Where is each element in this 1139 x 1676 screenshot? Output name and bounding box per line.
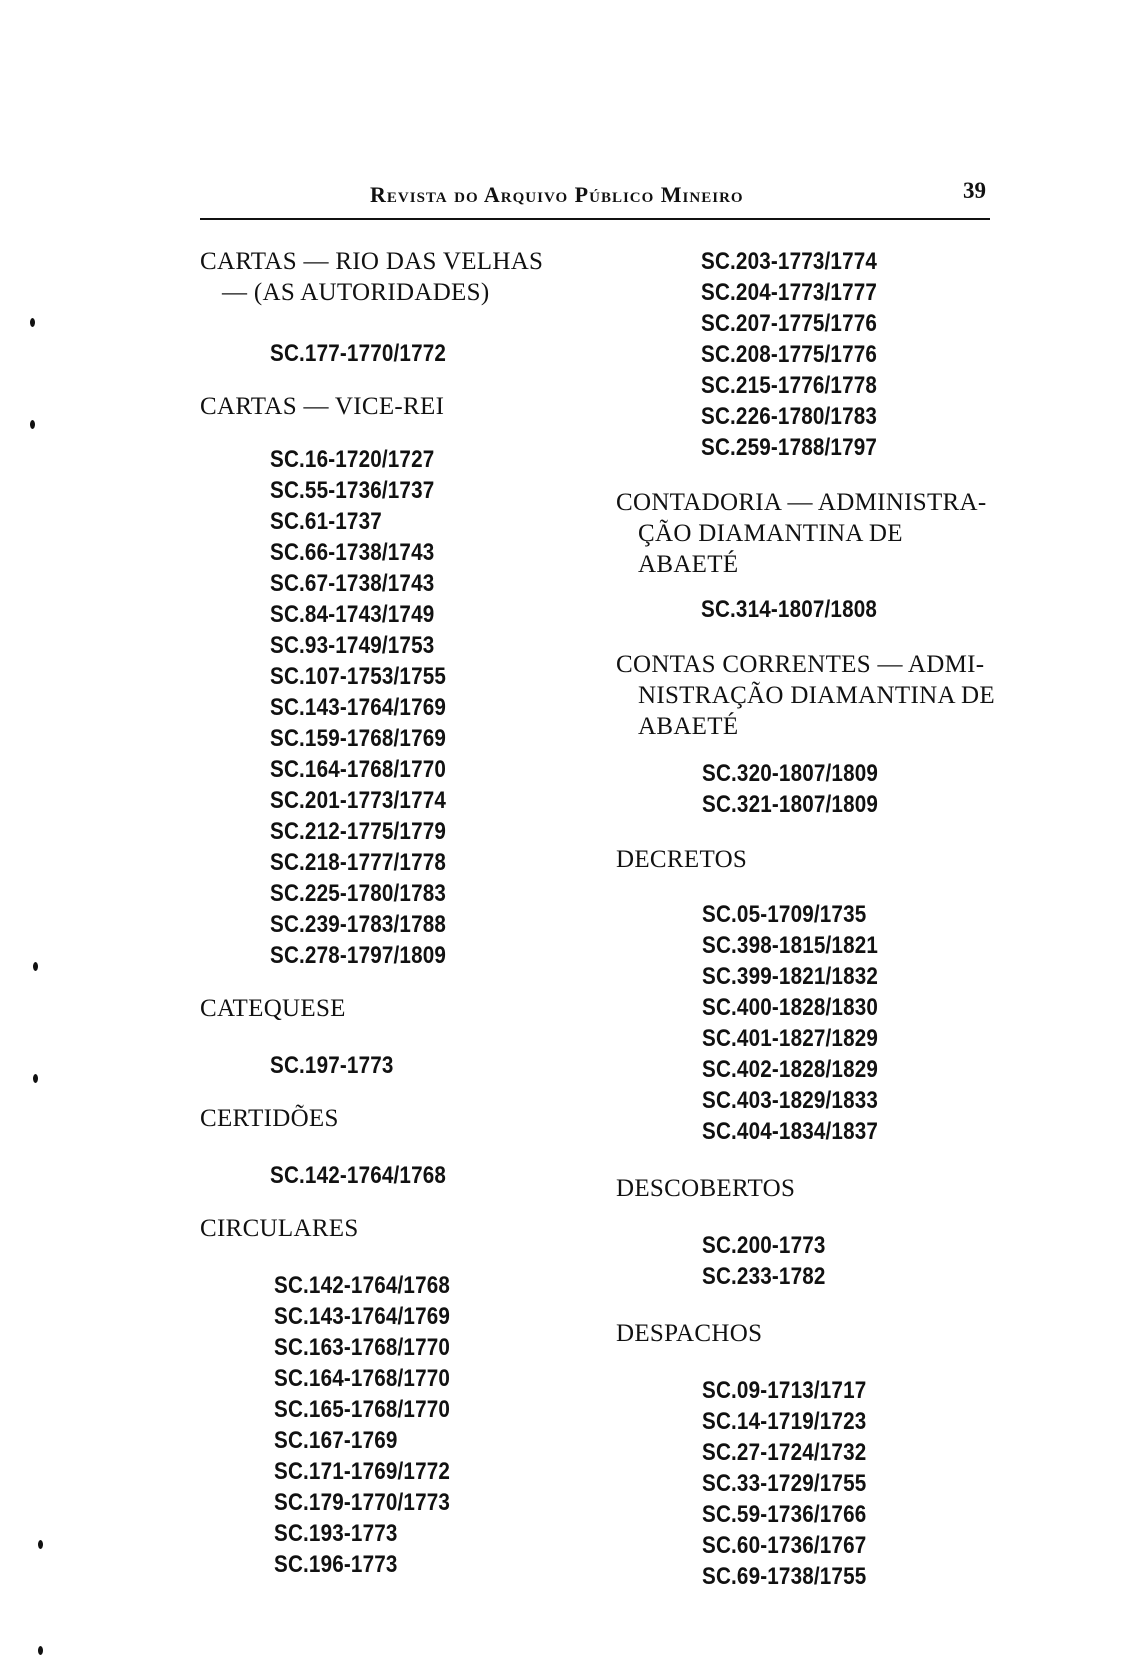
code-entry: SC.200-1773 — [702, 1232, 826, 1259]
code-list — [200, 338, 600, 369]
code-entry: SC.164-1768/1770 — [270, 756, 447, 783]
index-section — [200, 391, 600, 971]
margin-speck — [38, 1540, 43, 1549]
code-entry: SC.60-1736/1767 — [702, 1532, 867, 1559]
code-entry: SC.159-1768/1769 — [270, 725, 447, 752]
section-title-line: — (AS AUTORIDADES) — [222, 279, 490, 306]
code-entry: SC.179-1770/1773 — [274, 1489, 451, 1516]
code-entry: SC.69-1738/1755 — [702, 1563, 867, 1590]
code-entry: SC.278-1797/1809 — [270, 942, 447, 969]
code-entry: SC.66-1738/1743 — [270, 539, 435, 566]
section-title — [616, 844, 1006, 875]
code-list — [616, 899, 1006, 1147]
section-title-line: CARTAS — VICE-REI — [200, 393, 445, 420]
code-entry: SC.177-1770/1772 — [270, 340, 447, 367]
section-title — [200, 993, 600, 1024]
section-title — [200, 391, 600, 422]
code-entry: SC.208-1775/1776 — [701, 341, 878, 368]
code-list — [200, 1050, 600, 1081]
section-title — [200, 246, 600, 308]
section-title-line: CARTAS — RIO DAS VELHAS — [200, 248, 544, 275]
index-section — [616, 246, 1006, 463]
index-section — [200, 1103, 600, 1191]
section-title-line: DECRETOS — [616, 846, 748, 873]
code-entry: SC.204-1773/1777 — [701, 279, 878, 306]
code-entry: SC.212-1775/1779 — [270, 818, 447, 845]
code-entry: SC.143-1764/1769 — [270, 694, 447, 721]
margin-speck — [33, 962, 38, 971]
code-list — [616, 1375, 1006, 1592]
code-entry: SC.226-1780/1783 — [701, 403, 878, 430]
code-entry: SC.09-1713/1717 — [702, 1377, 867, 1404]
code-entry: SC.61-1737 — [270, 508, 382, 535]
section-title — [616, 487, 1006, 580]
code-entry: SC.163-1768/1770 — [274, 1334, 451, 1361]
code-entry: SC.215-1776/1778 — [701, 372, 878, 399]
index-section — [200, 993, 600, 1081]
code-list — [616, 594, 1006, 625]
section-title-line: DESCOBERTOS — [616, 1175, 796, 1202]
code-list — [200, 1160, 600, 1191]
journal-title: Revista do Arquivo Público Mineiro — [370, 182, 744, 207]
code-entry: SC.402-1828/1829 — [702, 1056, 879, 1083]
code-entry: SC.259-1788/1797 — [701, 434, 878, 461]
code-list — [200, 444, 600, 971]
section-title-line: NISTRAÇÃO DIAMANTINA DE — [638, 682, 995, 709]
right-column — [616, 246, 1006, 1592]
section-title-line: CONTADORIA — ADMINISTRA- — [616, 489, 987, 516]
code-entry: SC.201-1773/1774 — [270, 787, 447, 814]
code-entry: SC.400-1828/1830 — [702, 994, 879, 1021]
code-entry: SC.59-1736/1766 — [702, 1501, 867, 1528]
index-section — [616, 487, 1006, 625]
code-entry: SC.107-1753/1755 — [270, 663, 447, 690]
section-title-line: CERTIDÕES — [200, 1105, 339, 1132]
left-column — [200, 246, 600, 1580]
code-entry: SC.203-1773/1774 — [701, 248, 878, 275]
code-list — [200, 1270, 600, 1580]
running-header — [200, 178, 990, 220]
code-list — [616, 758, 1006, 820]
code-entry: SC.239-1783/1788 — [270, 911, 447, 938]
code-entry: SC.404-1834/1837 — [702, 1118, 879, 1145]
section-title-line: CONTAS CORRENTES — ADMI- — [616, 651, 985, 678]
section-title-line: CIRCULARES — [200, 1215, 359, 1242]
section-title-line: ÇÃO DIAMANTINA DE — [638, 520, 903, 547]
code-entry: SC.218-1777/1778 — [270, 849, 447, 876]
code-entry: SC.193-1773 — [274, 1520, 398, 1547]
code-entry: SC.05-1709/1735 — [702, 901, 867, 928]
page-number: 39 — [963, 178, 986, 203]
code-entry: SC.143-1764/1769 — [274, 1303, 451, 1330]
code-entry: SC.197-1773 — [270, 1052, 394, 1079]
section-title-line: ABAETÉ — [638, 551, 739, 578]
code-entry: SC.320-1807/1809 — [702, 760, 879, 787]
section-title — [200, 1213, 600, 1244]
code-entry: SC.142-1764/1768 — [274, 1272, 451, 1299]
margin-speck — [30, 318, 35, 327]
section-title-line: DESPACHOS — [616, 1320, 763, 1347]
code-entry: SC.207-1775/1776 — [701, 310, 878, 337]
code-entry: SC.321-1807/1809 — [702, 791, 879, 818]
code-entry: SC.33-1729/1755 — [702, 1470, 867, 1497]
code-entry: SC.171-1769/1772 — [274, 1458, 451, 1485]
section-title-line: ABAETÉ — [638, 713, 739, 740]
section-title — [200, 1103, 600, 1134]
code-entry: SC.401-1827/1829 — [702, 1025, 879, 1052]
section-title — [616, 649, 1006, 742]
code-entry: SC.403-1829/1833 — [702, 1087, 879, 1114]
index-section — [200, 1213, 600, 1580]
code-entry: SC.165-1768/1770 — [274, 1396, 451, 1423]
index-section — [616, 844, 1006, 1147]
code-entry: SC.16-1720/1727 — [270, 446, 435, 473]
code-entry: SC.84-1743/1749 — [270, 601, 435, 628]
code-entry: SC.67-1738/1743 — [270, 570, 435, 597]
margin-speck — [38, 1646, 43, 1655]
index-section — [616, 649, 1006, 820]
index-section — [616, 1173, 1006, 1292]
code-entry: SC.225-1780/1783 — [270, 880, 447, 907]
margin-speck — [30, 420, 35, 429]
code-list — [616, 246, 1006, 463]
code-list — [616, 1230, 1006, 1292]
margin-speck — [33, 1074, 38, 1083]
section-title-line: CATEQUESE — [200, 995, 346, 1022]
code-entry: SC.14-1719/1723 — [702, 1408, 867, 1435]
code-entry: SC.27-1724/1732 — [702, 1439, 867, 1466]
code-entry: SC.196-1773 — [274, 1551, 398, 1578]
code-entry: SC.233-1782 — [702, 1263, 826, 1290]
code-entry: SC.93-1749/1753 — [270, 632, 435, 659]
index-section — [200, 246, 600, 369]
index-section — [616, 1318, 1006, 1592]
section-title — [616, 1318, 1006, 1349]
code-entry: SC.314-1807/1808 — [701, 596, 878, 623]
section-title — [616, 1173, 1006, 1204]
code-entry: SC.142-1764/1768 — [270, 1162, 447, 1189]
code-entry: SC.55-1736/1737 — [270, 477, 435, 504]
code-entry: SC.164-1768/1770 — [274, 1365, 451, 1392]
code-entry: SC.398-1815/1821 — [702, 932, 879, 959]
code-entry: SC.167-1769 — [274, 1427, 398, 1454]
code-entry: SC.399-1821/1832 — [702, 963, 879, 990]
